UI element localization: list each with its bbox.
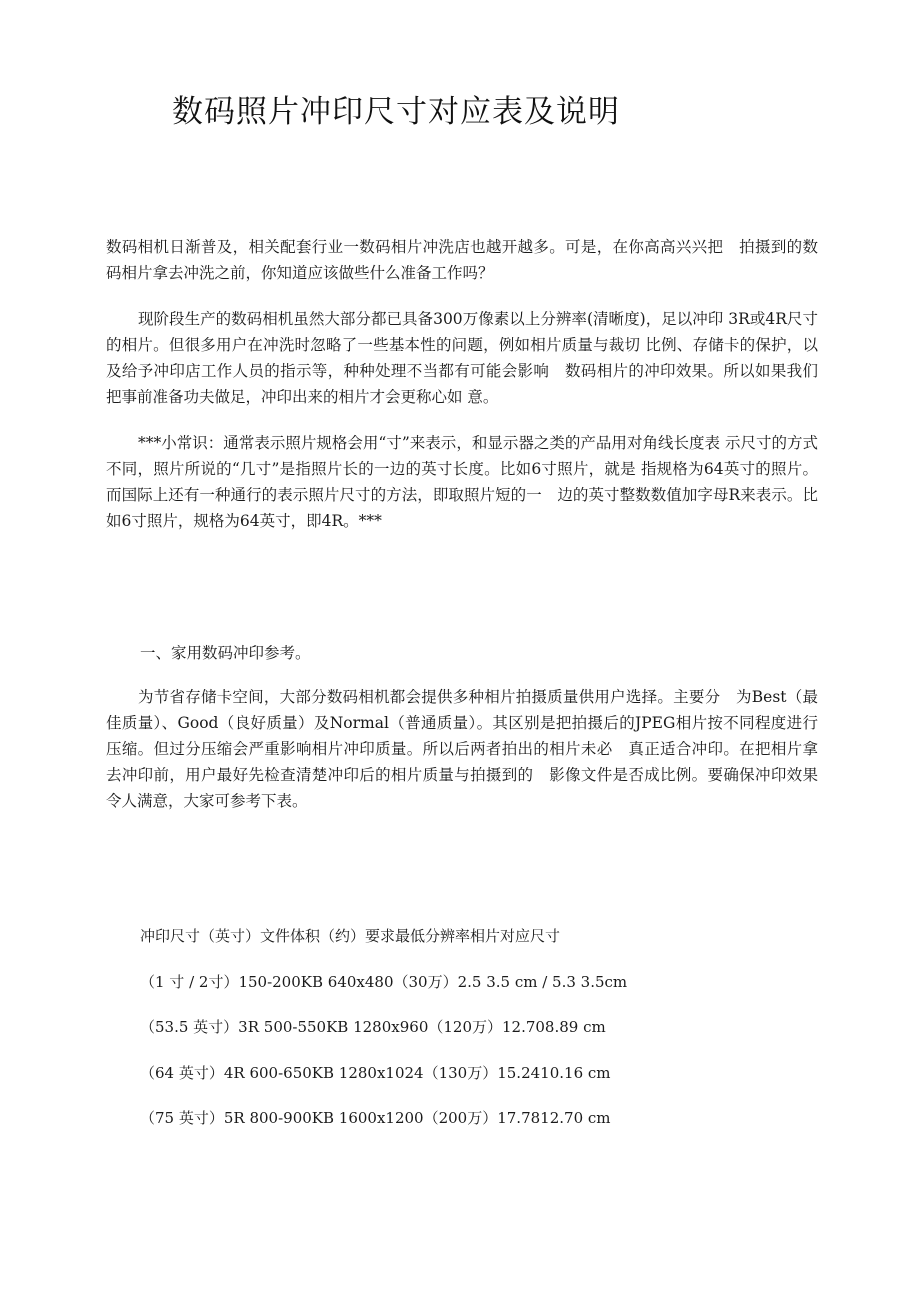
- table-row: （75 英寸）5R 800-900KB 1600x1200（200万）17.7812.70 cm: [140, 1109, 611, 1127]
- table-row: （1 寸 / 2寸）150-200KB 640x480（30万）2.5 3.5 cm / 5.3 3.5cm: [140, 973, 628, 991]
- section-heading: 一、家用数码冲印参考。: [140, 644, 311, 662]
- resolution-paragraph: 现阶段生产的数码相机虽然大部分都已具备300万像素以上分辨率(清晰度)，足以冲印 3R或4R尺寸的相片。但很多用户在冲洗时忽略了一些基本性的问题，例如相片质量与裁切 比例、存储卡的保护，以及给予冲印店工作人员的指示等，种种处理不当都有可能会影响 数码相片的冲印效果。所以如果我们把事前准备功夫做足，冲印出来的相片才会更称心如 意。: [106, 310, 818, 406]
- document-title: 数码照片冲印尺寸对应表及说明: [172, 94, 620, 130]
- table-header: 冲印尺寸（英寸）文件体积（约）要求最低分辨率相片对应尺寸: [140, 927, 561, 945]
- tip-paragraph: ***小常识：通常表示照片规格会用“寸”来表示，和显示器之类的产品用对角线长度表 示尺寸的方式不同，照片所说的“几寸”是指照片长的一边的英寸长度。比如6寸照片，就是 指规格为64英寸的照片。而国际上还有一种通行的表示照片尺寸的方法，即取照片短的一 边的英寸整数数值加字母R来表示。比如6寸照片，规格为64英寸，即4R。***: [106, 434, 818, 530]
- intro-paragraph: 数码相机日渐普及，相关配套行业一数码相片冲洗店也越开越多。可是，在你高高兴兴把 拍摄到的数码相片拿去冲洗之前，你知道应该做些什么准备工作吗？: [106, 238, 818, 282]
- table-row: （64 英寸）4R 600-650KB 1280x1024（130万）15.2410.16 cm: [140, 1064, 611, 1082]
- table-row: （53.5 英寸）3R 500-550KB 1280x960（120万）12.708.89 cm: [140, 1018, 606, 1036]
- section-paragraph: 为节省存储卡空间，大部分数码相机都会提供多种相片拍摄质量供用户选择。主要分 为Best（最佳质量）、Good（良好质量）及Normal（普通质量）。其区别是把拍摄后的JPEG相片按不同程度进行压缩。但过分压缩会严重影响相片冲印质量。所以后两者拍出的相片未必 真正适合冲印。在把相片拿去冲印前，用户最好先检查清楚冲印后的相片质量与拍摄到的 影像文件是否成比例。要确保冲印效果令人满意，大家可参考下表。: [106, 688, 818, 810]
